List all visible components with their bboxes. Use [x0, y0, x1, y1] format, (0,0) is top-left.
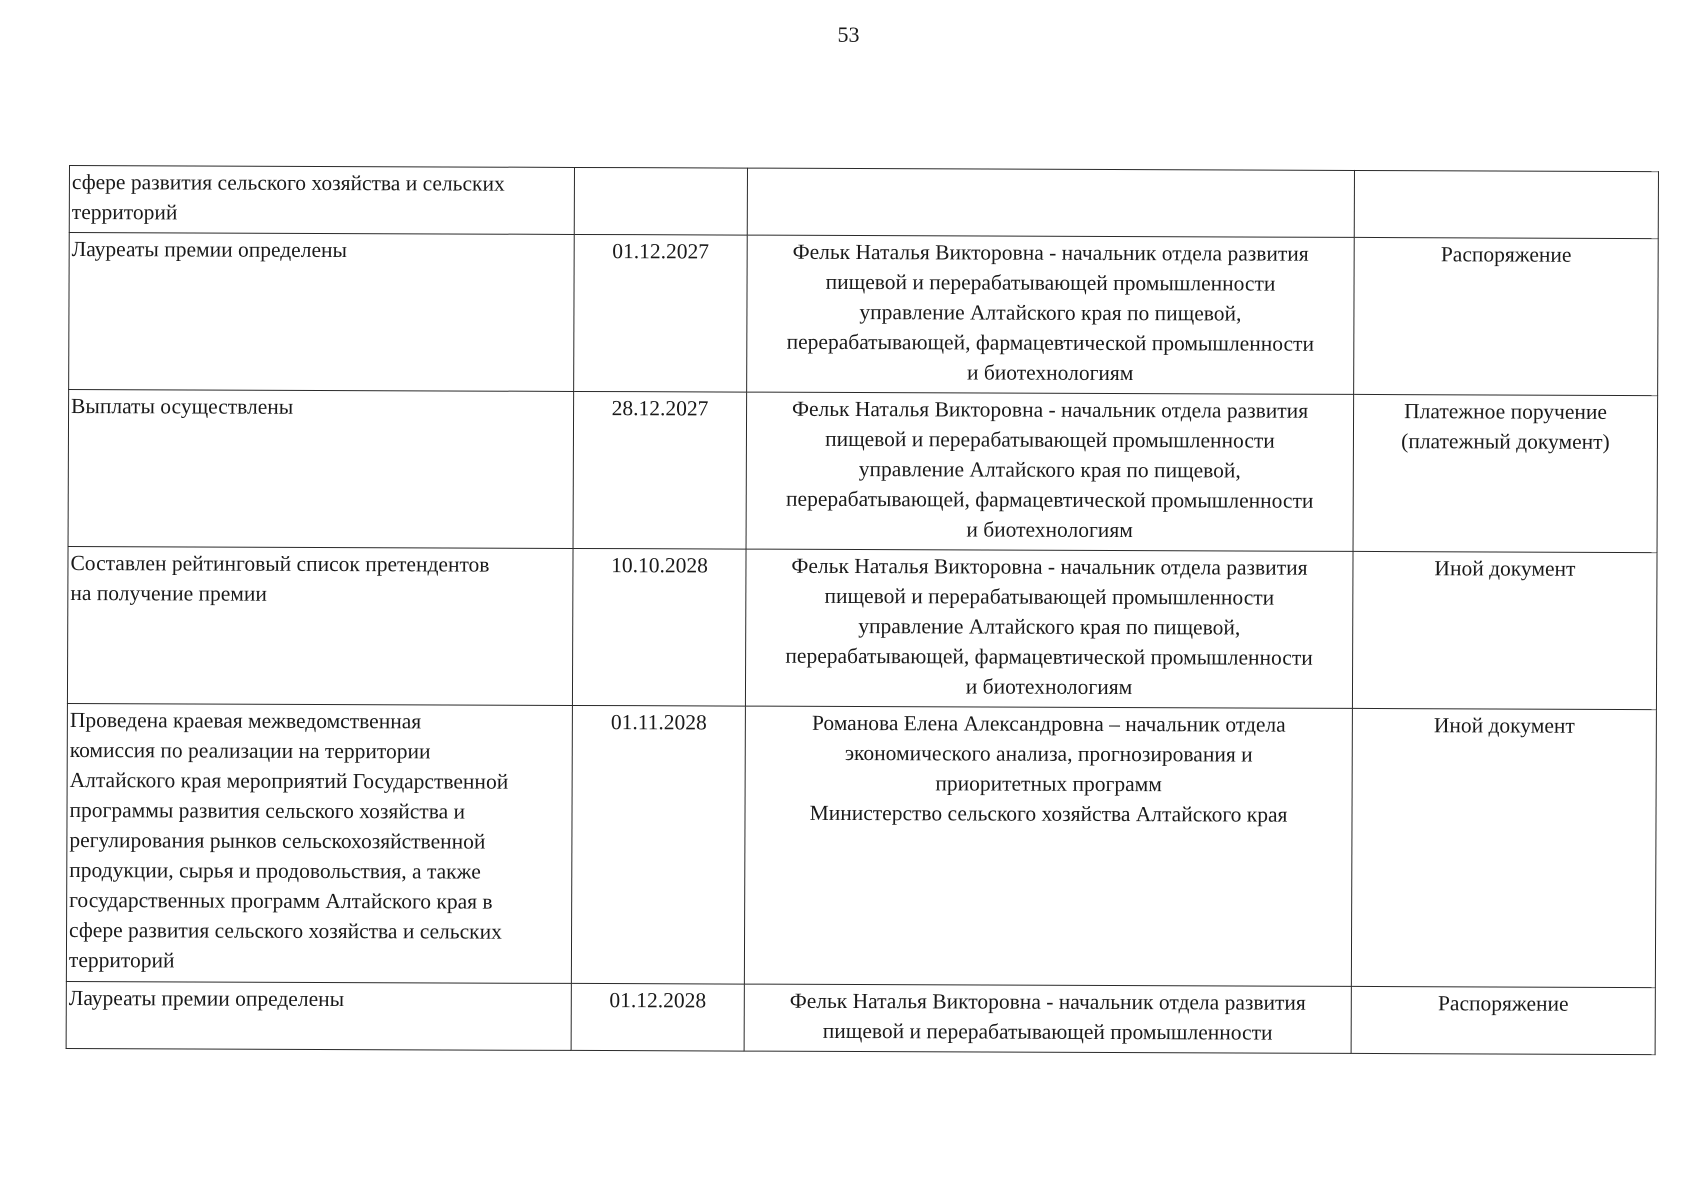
responsible-line: Фельк Наталья Викторовна - начальник отдела развития: [791, 396, 1309, 423]
event-name-cell: [67, 546, 573, 705]
document-type-line: Иной документ: [1434, 556, 1576, 581]
document-type-line: (платежный документ): [1401, 429, 1610, 454]
event-name-line: на получение премии: [70, 581, 267, 606]
document-type-line: Иной документ: [1433, 713, 1575, 738]
document-cell: [1354, 237, 1659, 395]
event-name-line: продукции, сырья и продовольствия, а также: [69, 858, 481, 884]
event-name-line: Выплаты осуществлены: [71, 394, 294, 419]
responsible-line: и биотехнологиям: [965, 674, 1133, 700]
table-row: [69, 166, 1658, 239]
event-name-cell: [66, 703, 572, 983]
document-cell: [1351, 986, 1655, 1054]
document-type-line: Распоряжение: [1437, 991, 1569, 1016]
date-cell: 01.11.2028: [571, 705, 745, 984]
event-name-line: Лауреаты премии определены: [68, 986, 345, 1012]
event-name-line: комиссия по реализации на территории: [69, 738, 431, 764]
document-cell: [1353, 394, 1658, 552]
responsible-cell: [747, 168, 1354, 237]
responsible-line: приоритетных программ: [935, 771, 1162, 797]
responsible-line: Фельк Наталья Викторовна - начальник отдела развития: [789, 988, 1306, 1015]
table-row: [69, 233, 1659, 396]
table-row: [68, 390, 1658, 553]
event-name-line: Лауреаты премии определены: [71, 237, 348, 263]
date-cell: 01.12.2027: [574, 234, 748, 392]
responsible-line: перерабатывающей, фармацевтической промышленности: [785, 643, 1313, 670]
date-cell: 28.12.2027: [573, 391, 747, 549]
date-cell: 10.10.2028: [572, 548, 746, 706]
date-cell: [574, 167, 747, 235]
responsible-line: пищевой и перерабатывающей промышленности: [824, 583, 1275, 610]
event-name-line: государственных программ Алтайского края в: [69, 888, 493, 914]
responsible-line: управление Алтайского края по пищевой,: [858, 457, 1241, 483]
event-name-cell: [68, 390, 574, 549]
table-row: [67, 546, 1657, 709]
responsible-line: управление Алтайского края по пищевой,: [858, 614, 1241, 640]
document-type-line: Распоряжение: [1440, 242, 1572, 267]
event-name-line: сфере развития сельского хозяйства и сельских: [71, 170, 505, 196]
events-table: [66, 165, 1659, 1055]
document-cell: [1351, 708, 1656, 987]
responsible-line: перерабатывающей, фармацевтической промышленности: [786, 486, 1314, 513]
responsible-line: пищевой и перерабатывающей промышленности: [825, 269, 1276, 296]
responsible-cell: [746, 392, 1354, 551]
document-type-line: Платежное поручение: [1404, 399, 1608, 424]
document-cell: [1354, 170, 1658, 238]
responsible-line: пищевой и перерабатывающей промышленности: [825, 426, 1275, 453]
responsible-line: Фельк Наталья Викторовна - начальник отдела развития: [791, 553, 1308, 580]
responsible-line: пищевой и перерабатывающей промышленности: [822, 1018, 1273, 1045]
table-row: [66, 981, 1655, 1054]
page-number: 53: [837, 22, 860, 47]
table-row: [66, 703, 1656, 987]
responsible-line: управление Алтайского края по пищевой,: [859, 300, 1242, 326]
event-name-cell: [66, 981, 571, 1050]
event-name-line: Составлен рейтинговый список претендентов: [70, 551, 490, 577]
responsible-cell: [744, 984, 1351, 1053]
responsible-line: и биотехнологиям: [966, 360, 1134, 386]
event-name-cell: [69, 233, 575, 392]
document-cell: [1352, 551, 1657, 709]
responsible-line: Романова Елена Александровна – начальник отдела: [811, 710, 1286, 737]
event-name-cell: [69, 166, 574, 235]
responsible-cell: [744, 706, 1352, 986]
event-name-line: Проведена краевая межведомственная: [69, 708, 422, 734]
event-name-line: регулирования рынков сельскохозяйственной: [69, 828, 486, 854]
responsible-line: и биотехнологиям: [966, 517, 1133, 543]
responsible-line: перерабатывающей, фармацевтической промышленности: [786, 329, 1315, 356]
responsible-cell: [745, 549, 1353, 708]
event-name-line: Алтайского края мероприятий Государственной: [69, 768, 509, 794]
responsible-line: экономического анализа, прогнозирования и: [844, 740, 1253, 767]
date-cell: 01.12.2028: [571, 983, 744, 1051]
responsible-cell: [747, 235, 1355, 394]
responsible-line: Фельк Наталья Викторовна - начальник отдела развития: [792, 239, 1309, 266]
responsible-line: Министерство сельского хозяйства Алтайского края: [809, 800, 1288, 827]
event-name-line: территорий: [71, 200, 178, 225]
event-name-line: сфере развития сельского хозяйства и сельских: [69, 918, 502, 944]
event-name-line: программы развития сельского хозяйства и: [69, 798, 466, 824]
event-name-line: территорий: [68, 948, 175, 973]
